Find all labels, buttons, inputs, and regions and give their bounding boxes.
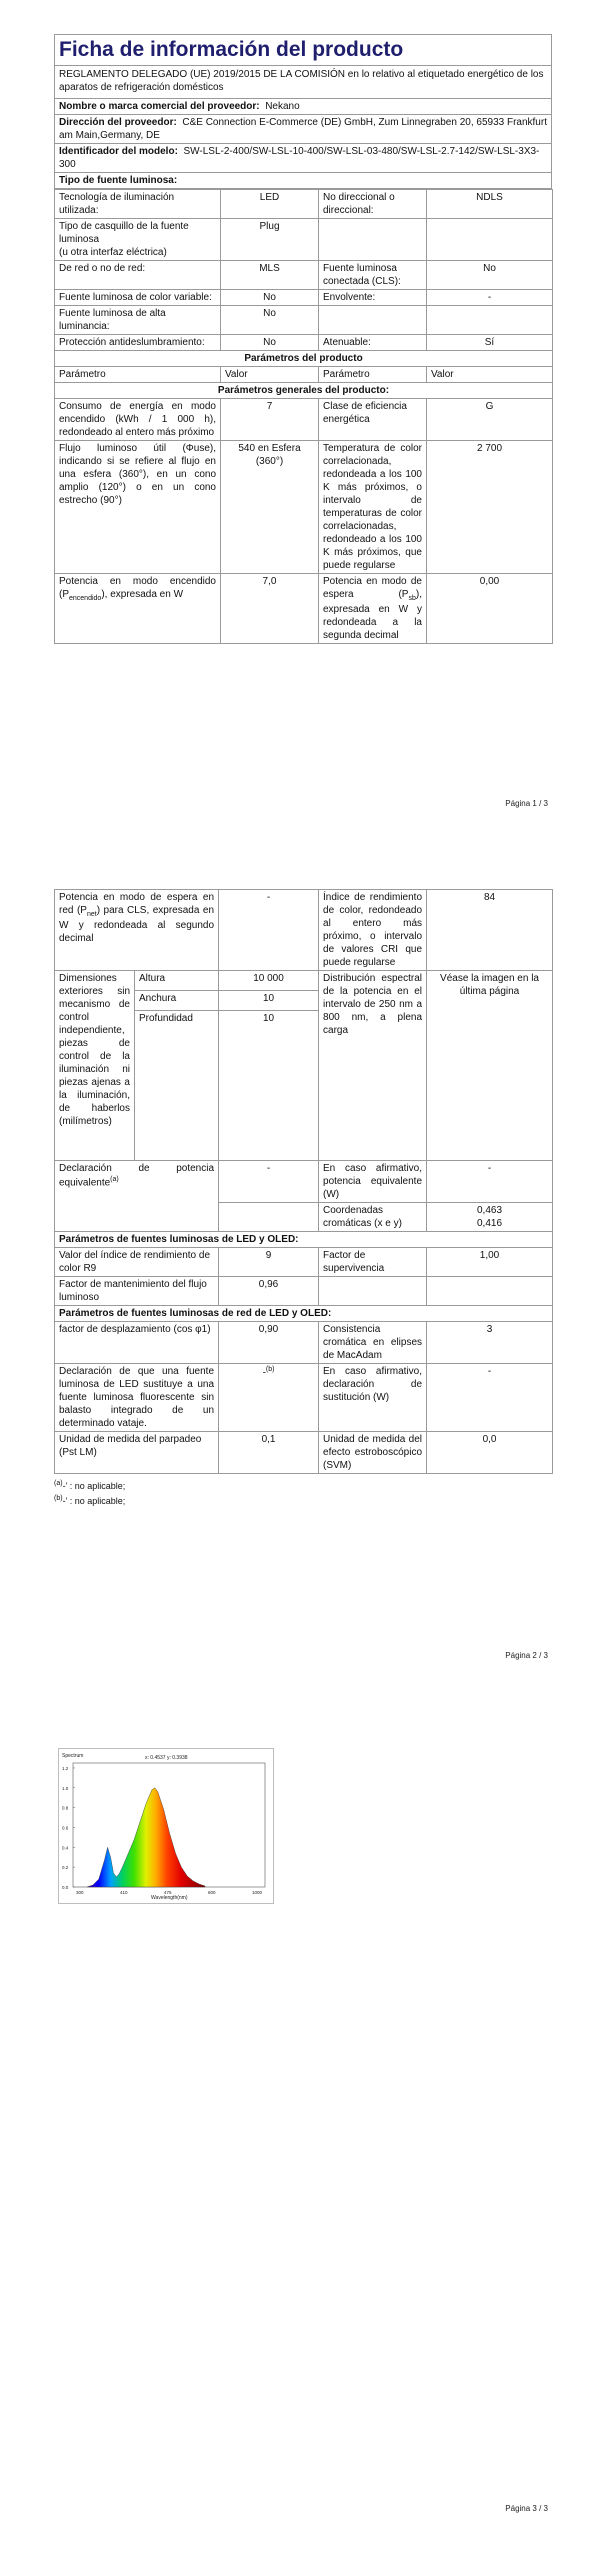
product-params-header: Parámetros del producto: [55, 351, 553, 367]
regulation-text: REGLAMENTO DELEGADO (UE) 2019/2015 DE LA COMISIÓN en lo relativo al etiquetado energético de los aparatos de refrigeración domésticos: [55, 66, 552, 99]
document-title: Ficha de información del producto: [59, 38, 404, 61]
table-row: Fuente luminosa de color variable: No Envolvente: -: [55, 290, 553, 306]
header-table: [54, 34, 552, 189]
table-row: Consumo de energía en modo encendido (kWh / 1 000 h), redondeado al entero más próximo 7 Clase de eficiencia energética G: [55, 399, 553, 441]
table-row: factor de desplazamiento (cos φ1) 0,90 Consistencia cromática en elipses de MacAdam 3: [55, 1322, 553, 1364]
table-row: Potencia en modo de espera en red $(P_{net})$ para CLS, expresada en W y redondeada al segundo decimal - Índice de rendimiento de color, redondeado al entero más próximo, o intervalo de valores CRI que puede regularse 84: [55, 890, 553, 971]
y-tick-label: 0.8: [62, 1805, 69, 1811]
y-tick-label: 0.2: [62, 1865, 69, 1871]
table-row: Declaración de potencia equivalente$^{(a)}$ - En caso afirmativo, potencia equivalente (W) -: [55, 1161, 553, 1203]
page-1: [0, 0, 603, 853]
chart-x-label: Wavelength(nm): [151, 1895, 188, 1901]
footnote-a: $^{(a)}$-’ : no aplicable;: [54, 1480, 126, 1491]
spectrum-area: [87, 1788, 205, 1887]
spectrum-svg: [59, 1749, 273, 1903]
supplier-address-row: Dirección del proveedor: C&E Connection E-Commerce (DE) GmbH, Zum Linnegraben 20, 65933 Frankfurt am Main,Germany, DE: [55, 115, 552, 144]
table-row: Valor del índice de rendimiento de color R9 9 Factor de supervivencia 1,00: [55, 1248, 553, 1277]
x-tick-label: 600: [208, 1890, 216, 1895]
chart-annotation: x: 0.4537 y: 0.3938: [145, 1755, 188, 1761]
table-row: Potencia en modo encendido $(P_{encendido})$, expresada en W 7,0 Potencia en modo de espera $(P_{sb})$, expresada en W y redondeada a la segunda decimal 0,00: [55, 574, 553, 644]
led-params-header: Parámetros de fuentes luminosas de LED y OLED:: [55, 1232, 553, 1248]
table-row: Anchura 10: [55, 991, 553, 1011]
chart-y-label: Spectrum: [62, 1753, 84, 1759]
table-row: Tecnología de iluminación utilizada: LED No direccional o direccional: NDLS: [55, 190, 553, 219]
y-tick-label: 1.0: [62, 1785, 69, 1791]
table-row: Coordenadas cromáticas (x e y) 0,463 0,416: [55, 1203, 553, 1232]
light-source-type-header: Tipo de fuente luminosa:: [55, 173, 552, 189]
table-row: De red o no de red: MLS Fuente luminosa conectada (CLS): No: [55, 261, 553, 290]
table-row: Fuente luminosa de alta luminancia: No: [55, 306, 553, 335]
y-tick-label: 0.0: [62, 1885, 69, 1890]
table-row: Dimensiones exteriores sin mecanismo de control independiente, piezas de control de la iluminación ni piezas ajenas a la iluminación, de haberlos (milímetros) Altura 10 000 Distribución espectral de la potencia en el intervalo de 250 nm a 800 nm, a plena carga Véase la imagen en la última página: [55, 971, 553, 991]
table-row: Protección antideslumbramiento: No Atenuable: Sí: [55, 335, 553, 351]
page-1-content: [54, 34, 552, 644]
table-row: Parámetro Valor Parámetro Valor: [55, 367, 553, 383]
general-params-header: Parámetros generales del producto:: [55, 383, 553, 399]
y-tick-label: 0.4: [62, 1845, 69, 1851]
table-row: Profundidad 10: [55, 1011, 553, 1161]
model-identifier-row: Identificador del modelo: SW-LSL-2-400/SW-LSL-10-400/SW-LSL-03-480/SW-LSL-2.7-142/SW-LSL-3X3-300: [55, 144, 552, 173]
table-row: [55, 383, 553, 399]
page-2-content: [54, 889, 552, 1509]
table-row: Flujo luminoso útil (Φuse), indicando si se refiere al flujo en una esfera (360°), en un cono amplio (120°) o en un cono estrecho (90°) 540 en Esfera (360°) Temperatura de color correlacionada, redondeada a los 100 K más próximos, o intervalo de temperaturas de color correlacionadas, redondeado a los 100 K más próximos, que puede regularse 2 700: [55, 441, 553, 574]
page-number: Página 2 / 3: [505, 1651, 548, 1660]
table-row: [55, 1232, 553, 1248]
params-table-continued: [54, 889, 553, 1474]
supplier-name-row: Nombre o marca comercial del proveedor: Nekano: [55, 99, 552, 115]
footnote-b: $^{(b)}$-’ : no aplicable;: [54, 1495, 126, 1507]
x-tick-label: 410: [120, 1890, 128, 1895]
mains-led-params-header: Parámetros de fuentes luminosas de red de LED y OLED:: [55, 1306, 553, 1322]
table-row: Tipo de casquillo de la fuente luminosa (u otra interfaz eléctrica) Plug: [55, 219, 553, 261]
light-source-table: [54, 189, 553, 644]
page-2: [0, 853, 603, 1706]
x-tick-label: 475: [164, 1890, 172, 1895]
table-row: Declaración de que una fuente luminosa de LED sustituye a una fuente luminosa fluorescente sin balasto integrado de un determinado vataje. -$^{(b)}$ En caso afirmativo, declaración de sustitución (W) -: [55, 1364, 553, 1432]
y-tick-label: 1.2: [62, 1765, 69, 1771]
page-number: Página 3 / 3: [505, 2504, 548, 2513]
page-number: Página 1 / 3: [505, 799, 548, 808]
table-row: Factor de mantenimiento del flujo luminoso 0,96: [55, 1277, 553, 1306]
footnotes: [54, 1478, 552, 1509]
x-tick-label: 1000: [252, 1890, 263, 1895]
table-row: [55, 1306, 553, 1322]
table-row: Unidad de medida del parpadeo (Pst LM) 0,1 Unidad de medida del efecto estroboscópico (SVM) 0,0: [55, 1432, 553, 1474]
table-row: [55, 351, 553, 367]
spectrum-chart: [58, 1748, 274, 1904]
y-tick-label: 0.6: [62, 1825, 69, 1831]
x-tick-label: 300: [76, 1890, 84, 1895]
